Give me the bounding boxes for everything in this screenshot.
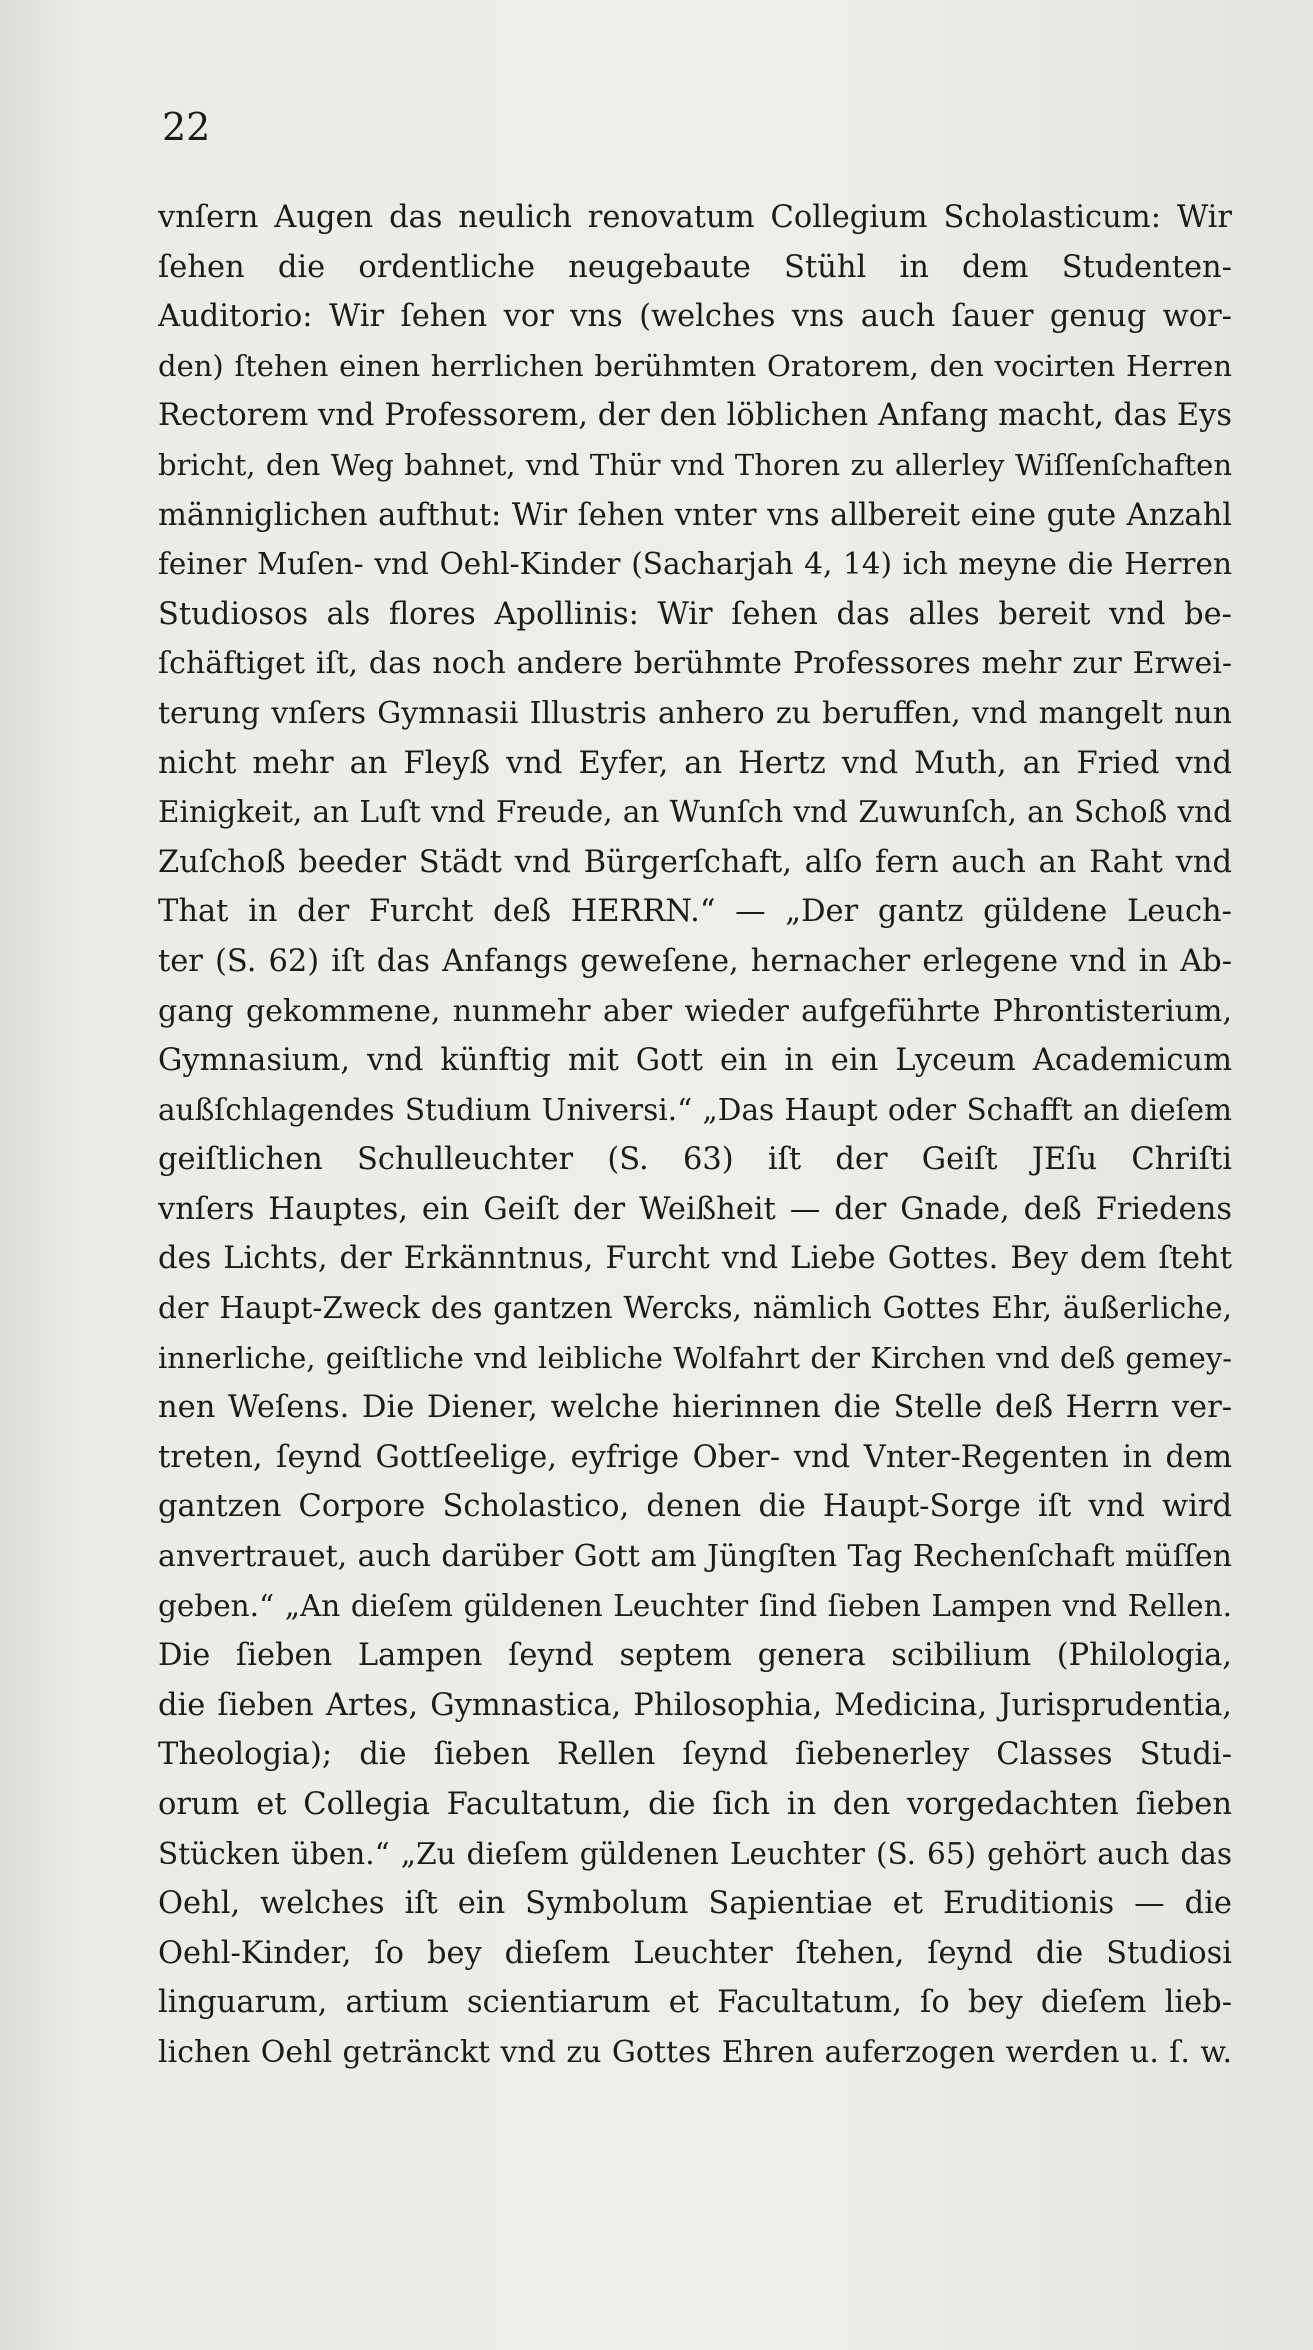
text-line: vnſern Augen das neulich renovatum Collegium Scholasticum: Wir bbox=[158, 200, 1232, 235]
text-line: nen Weſens. Die Diener, welche hierinnen die Stelle deß Herrn ver- bbox=[158, 1390, 1232, 1426]
text-line: orum et Collegia Facultatum, die ſich in den vorgedachten ſieben bbox=[158, 1787, 1232, 1822]
text-line: der Haupt-Zweck des gantzen Wercks, nämlich Gottes Ehr, äußerliche, bbox=[158, 1291, 1232, 1326]
text-line: treten, ſeynd Gottſeelige, eyfrige Ober- vnd Vnter-Regenten in dem bbox=[158, 1439, 1232, 1475]
text-line: ter (S. 62) iſt das Anfangs geweſene, hernacher erlegene vnd in Ab- bbox=[158, 943, 1232, 979]
text-line: ſehen die ordentliche neugebaute Stühl in dem Studenten- bbox=[158, 249, 1232, 285]
text-line: außſchlagendes Studium Universi.“ „Das Haupt oder Schafft an dieſem bbox=[158, 1092, 1232, 1127]
text-line: Auditorio: Wir ſehen vor vns (welches vns auch ſauer genug wor- bbox=[158, 299, 1232, 335]
text-line: Die ſieben Lampen ſeynd septem genera scibilium (Philologia, bbox=[158, 1638, 1232, 1674]
text-line: bricht, den Weg bahnet, vnd Thür vnd Thoren zu allerley Wiſſenſchaften bbox=[158, 447, 1232, 482]
text-line: lichen Oehl getränckt vnd zu Gottes Ehren auferzogen werden u. ſ. w. bbox=[158, 2034, 1232, 2070]
text-line: gantzen Corpore Scholastico, denen die Haupt-Sorge iſt vnd wird bbox=[158, 1489, 1232, 1525]
text-line: feiner Muſen- vnd Oehl-Kinder (Sacharjah 4, 14) ich meyne die Herren bbox=[158, 547, 1232, 582]
text-line: Gymnasium, vnd künftig mit Gott ein in ein Lyceum Academicum bbox=[158, 1043, 1232, 1079]
text-line: Stücken üben.“ „Zu dieſem güldenen Leuchter (S. 65) gehört auch das bbox=[158, 1836, 1232, 1871]
text-line: terung vnſers Gymnasii Illustris anhero zu beruffen, vnd mangelt nun bbox=[158, 695, 1232, 731]
body-text bbox=[158, 193, 1232, 2078]
text-line: männiglichen aufthut: Wir ſehen vnter vns allbereit eine gute Anzahl bbox=[158, 497, 1232, 533]
text-line: Oehl-Kinder, ſo bey dieſem Leuchter ſtehen, ſeynd die Studiosi bbox=[158, 1935, 1232, 1971]
text-line: Oehl, welches iſt ein Symbolum Sapientiae et Eruditionis — die bbox=[158, 1886, 1232, 1922]
text-line: den) ſtehen einen herrlichen berühmten Oratorem, den vocirten Herren bbox=[158, 348, 1232, 383]
text-line: Studiosos als flores Apollinis: Wir ſehen das alles bereit vnd be- bbox=[158, 596, 1232, 632]
text-line: geben.“ „An dieſem güldenen Leuchter ſind ſieben Lampen vnd Rellen. bbox=[158, 1588, 1232, 1623]
text-line: des Lichts, der Erkänntnus, Furcht vnd Liebe Gottes. Bey dem ſteht bbox=[158, 1241, 1232, 1277]
text-line: Zuſchoß beeder Städt vnd Bürgerſchaft, alſo fern auch an Raht vnd bbox=[158, 844, 1232, 880]
text-line: Einigkeit, an Luſt vnd Freude, an Wunſch vnd Zuwunſch, an Schoß vnd bbox=[158, 795, 1232, 830]
text-line: anvertrauet, auch darüber Gott am Jüngſten Tag Rechenſchaft müſſen bbox=[158, 1539, 1232, 1575]
text-line: Rectorem vnd Professorem, der den löblichen Anfang macht, das Eys bbox=[158, 398, 1232, 434]
page-number: 22 bbox=[162, 105, 211, 149]
text-line: vnſers Hauptes, ein Geiſt der Weißheit — der Gnade, deß Friedens bbox=[158, 1191, 1232, 1227]
text-line: innerliche, geiſtliche vnd leibliche Wolfahrt der Kirchen vnd deß gemey- bbox=[158, 1340, 1232, 1375]
text-line: die ſieben Artes, Gymnastica, Philosophia, Medicina, Jurisprudentia, bbox=[158, 1687, 1232, 1723]
text-line: gang gekommene, nunmehr aber wieder aufgeführte Phrontisterium, bbox=[158, 993, 1232, 1029]
text-line: linguarum, artium scientiarum et Facultatum, ſo bey dieſem lieb- bbox=[158, 1985, 1232, 2021]
text-line: ſchäftiget iſt, das noch andere berühmte Professores mehr zur Erwei- bbox=[158, 646, 1232, 682]
text-line: Theologia); die ſieben Rellen ſeynd ſiebenerley Classes Studi- bbox=[158, 1737, 1232, 1773]
text-line: That in der Furcht deß HERRN.“ — „Der gantz güldene Leuch- bbox=[158, 894, 1232, 930]
text-line: nicht mehr an Fleyß vnd Eyfer, an Hertz vnd Muth, an Fried vnd bbox=[158, 745, 1232, 781]
text-line: geiſtlichen Schulleuchter (S. 63) iſt der Geiſt JEſu Chriſti bbox=[158, 1142, 1232, 1178]
